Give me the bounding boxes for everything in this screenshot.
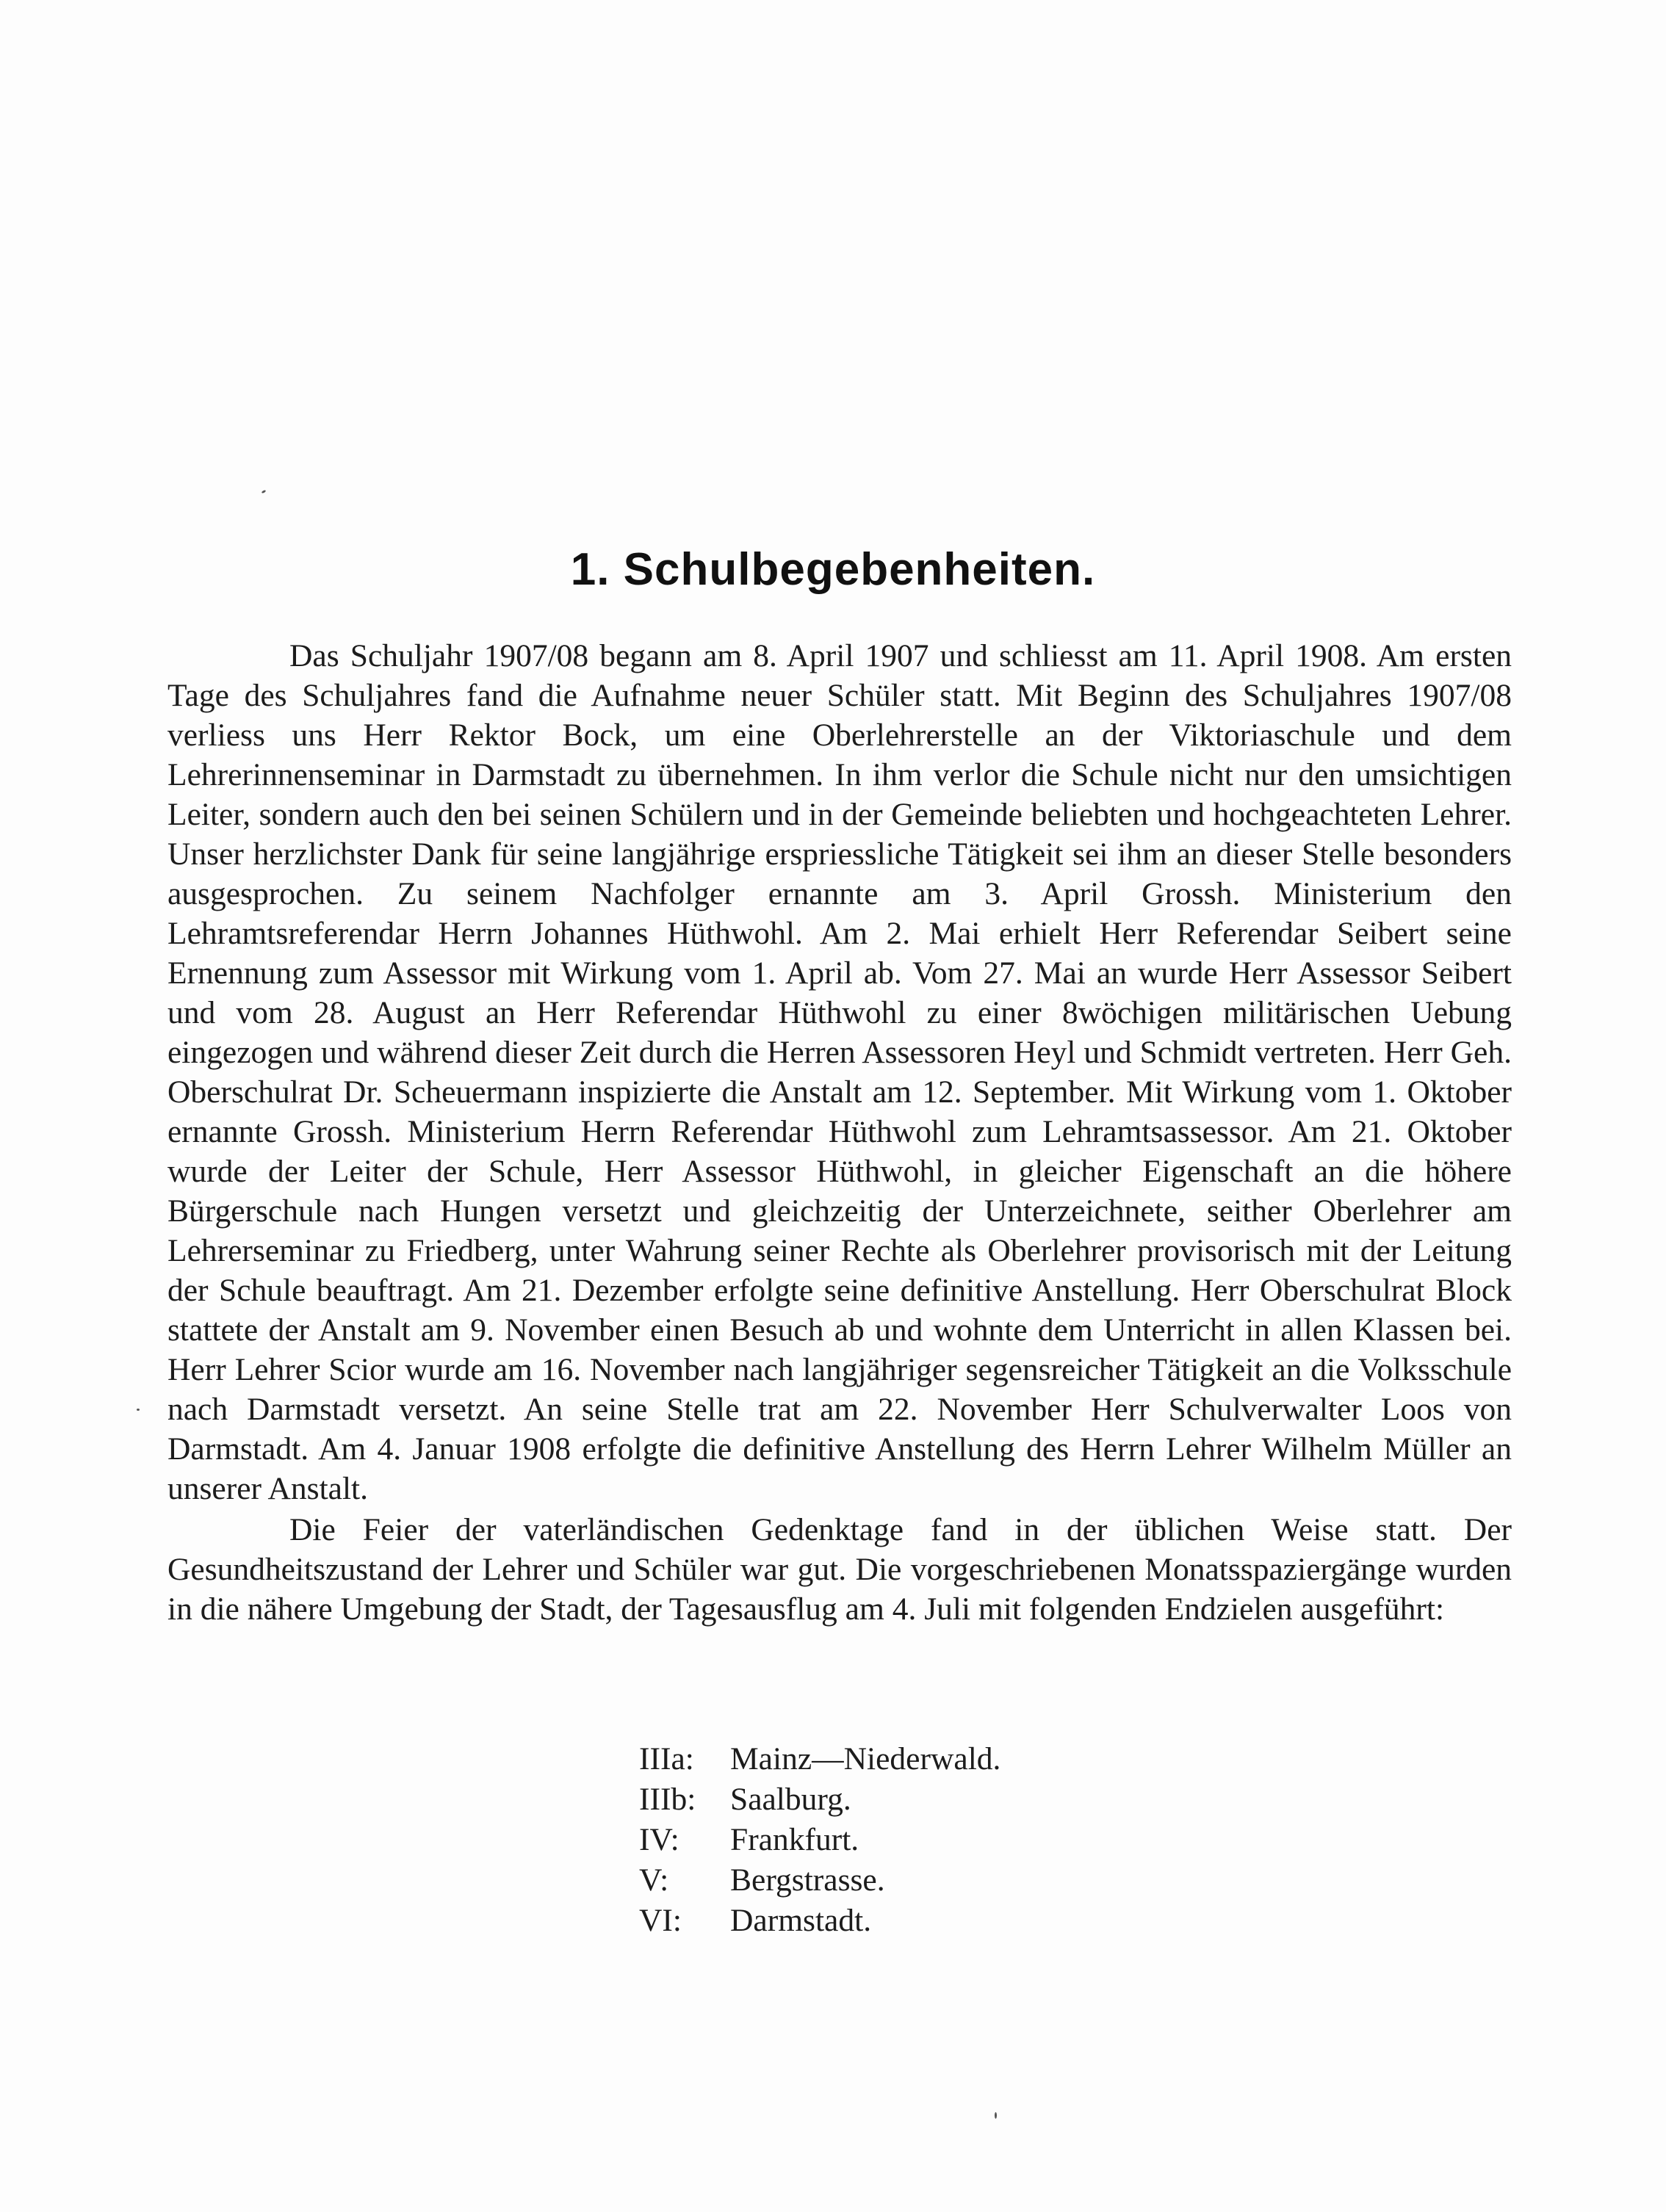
excursion-item — [639, 1901, 1000, 1941]
excursion-item — [639, 1820, 1000, 1860]
paper-speck — [137, 1409, 140, 1411]
paragraph-celebrations-excursions: Die Feier der vaterländischen Gedenktage fand in der üblichen Weise statt. Der Gesundheitszustand der Lehrer und Schüler war gut. Die vorgeschriebenen Monatsspaziergänge wurden in die nähere Umgebung der Stadt, der Tagesausflug am 4. Juli mit folgenden Endzielen ausgeführt: — [167, 1512, 1512, 1627]
excursion-item — [639, 1860, 1000, 1901]
excursion-destination: Mainz—Niederwald. — [730, 1741, 1001, 1777]
paragraph-school-events: Das Schuljahr 1907/08 begann am 8. April 1907 und schliesst am 11. April 1908. Am ersten Tage des Schuljahres fand die Aufnahme neuer Schüler statt. Mit Beginn des Schuljahres 1907/08 verliess uns Herr Rektor Bock, um eine Oberlehrerstelle an der Viktoriaschule und dem Lehrerinnenseminar in Darmstadt zu übernehmen. In ihm verlor die Schule nicht nur den umsichtigen Leiter, sondern auch den bei seinen Schülern und in der Gemeinde beliebten und hochgeachteten Lehrer. Unser herzlichster Dank für seine langjährige erspriessliche Tätigkeit sei ihm an dieser Stelle besonders ausgesprochen. Zu seinem Nachfolger ernannte am 3. April Grossh. Ministerium den Lehramtsreferendar Herrn Johannes Hüthwohl. Am 2. Mai erhielt Herr Referendar Seibert seine Ernennung zum Assessor mit Wirkung vom 1. April ab. Vom 27. Mai an wurde Herr Assessor Seibert und vom 28. August an Herr Referendar Hüthwohl zu einer 8wöchigen militärischen Uebung eingezogen und während dieser Zeit durch die Herren Assessoren Heyl und Schmidt vertreten. Herr Geh. Oberschulrat Dr. Scheuermann inspizierte die Anstalt am 12. September. Mit Wirkung vom 1. Oktober ernannte Grossh. Ministerium Herrn Referendar Hüthwohl zum Lehramtsassessor. Am 21. Oktober wurde der Leiter der Schule, Herr Assessor Hüthwohl, in gleicher Eigenschaft an die höhere Bürgerschule nach Hungen versetzt und gleichzeitig der Unterzeichnete, seither Oberlehrer am Lehrerseminar zu Friedberg, unter Wahrung seiner Rechte als Oberlehrer provisorisch mit der Leitung der Schule beauftragt. Am 21. Dezember erfolgte seine definitive Anstellung. Herr Oberschulrat Block stattete der Anstalt am 9. November einen Besuch ab und wohnte dem Unterricht in allen Klassen bei. Herr Lehrer Scior wurde am 16. November nach langjähriger segensreicher Tätigkeit an die Volksschule nach Darmstadt versetzt. An seine Stelle trat am 22. November Herr Schulverwalter Loos von Darmstadt. Am 4. Januar 1908 erfolgte die definitive Anstellung des Herrn Lehrer Wilhelm Müller an unserer Anstalt. — [167, 638, 1512, 1506]
paper-speck — [262, 490, 267, 494]
excursion-class: IV: — [639, 1822, 679, 1857]
body-text — [167, 636, 1512, 1629]
excursion-item — [639, 1779, 1000, 1820]
excursion-list — [639, 1739, 1000, 1941]
excursion-class: IIIa: — [639, 1741, 694, 1777]
excursion-destination: Frankfurt. — [730, 1822, 859, 1857]
excursion-destination: Darmstadt. — [730, 1903, 872, 1938]
excursion-class: IIIb: — [639, 1782, 696, 1817]
excursion-destination: Bergstrasse. — [730, 1862, 885, 1898]
excursion-class: VI: — [639, 1903, 682, 1938]
section-title: 1. Schulbegebenheiten. — [570, 544, 1096, 595]
excursion-destination: Saalburg. — [730, 1782, 851, 1817]
paper-speck — [995, 2112, 997, 2119]
excursion-class: V: — [639, 1862, 669, 1898]
excursion-item — [639, 1739, 1000, 1779]
